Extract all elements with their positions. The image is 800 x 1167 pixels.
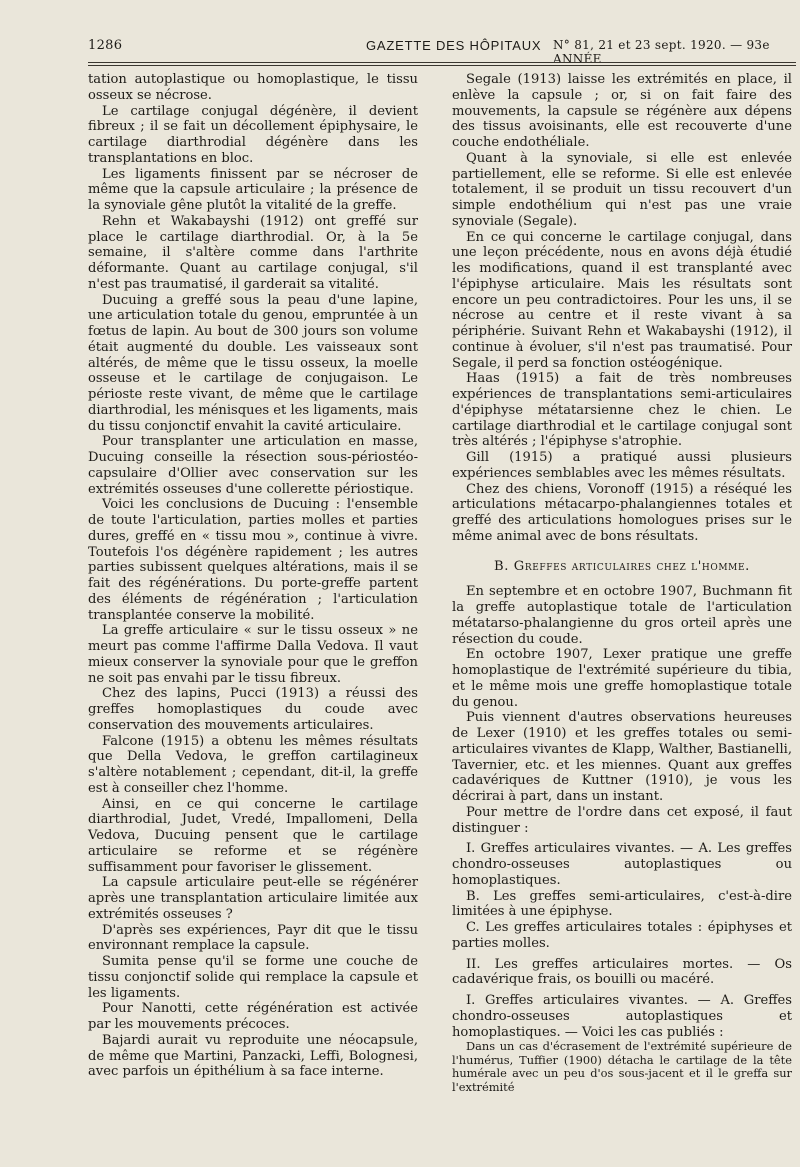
paragraph: Pour Nanotti, cette régénération est activée par les mouvements précoces. <box>88 1001 418 1032</box>
paragraph: Pour transplanter une articulation en masse, Ducuing conseille la résection sous-périostéo-capsulaire d'Ollier avec conservation sur les extrémités osseuses d'une collerette périostique. <box>88 434 418 497</box>
header-rule-double <box>88 65 796 66</box>
paragraph: Rehn et Wakabayshi (1912) ont greffé sur place le cartilage diarthrodial. Or, à la 5e semaine, il s'altère comme dans l'arthrite déformante. Quant au cartilage conjugal, s'il n'est pas traumatisé, il garderait sa vitalité. <box>88 213 418 292</box>
paragraph: Pour mettre de l'ordre dans cet exposé, il faut distinguer : <box>452 804 792 836</box>
paragraph: Voici les conclusions de Ducuing : l'ensemble de toute l'articulation, parties molles et parties dures, greffé en « tissu mou », continue à vivre. Toutefois l'os dégénère rapidement ; les autres parties subissent quelques altérations, mais il se fait des régénérations. Du porte-greffe partent des éléments de régénération ; l'articulation transplantée conserve la mobilité. <box>88 497 418 623</box>
paragraph: Le cartilage conjugal dégénère, il devient fibreux ; il se fait un décollement épiphysaire, le cartilage diarthrodial dégénère dans les transplantations en bloc. <box>88 103 418 166</box>
paragraph: Haas (1915) a fait de très nombreuses expériences de transplantations semi-articulaires d'épiphyse métatarsienne chez le chien. Le cartilage diarthrodial et le cartilage conjugal sont très altérés ; l'épiphyse s'atrophie. <box>452 371 792 450</box>
paragraph: Ducuing a greffé sous la peau d'une lapine, une articulation totale du genou, empruntée à un fœtus de lapin. Au bout de 300 jours son volume était augmenté du double. Les vaisseaux sont altérés, de même que le tissu osseux, la moelle osseuse et le cartilage de conjugaison. Le périoste reste vivant, de même que le cartilage diarthrodial, les ménisques et les ligaments, mais du tissu conjonctif envahit la cavité articulaire. <box>88 292 418 434</box>
paragraph: En ce qui concerne le cartilage conjugal, dans une leçon précédente, nous en avons déjà étudié les modifications, quand il est transplanté avec l'épiphyse articulaire. Mais les résultats sont encore un peu contradictoires. Pour les uns, il se nécrose au centre et il reste vivant à sa périphérie. Suivant Rehn et Wakabayshi (1912), il continue à évoluer, s'il n'est pas traumatisé. Pour Segale, il perd sa fonction ostéogénique. <box>452 229 792 371</box>
paragraph: Chez des lapins, Pucci (1913) a réussi des greffes homoplastiques du coude avec conservation des mouvements articulaires. <box>88 686 418 733</box>
paragraph: Ainsi, en ce qui concerne le cartilage diarthrodial, Judet, Vredé, Impallomeni, Della Vedova, Ducuing pensent que le cartilage articulaire se reforme et se régénère suffisamment pour favoriser le glissement. <box>88 796 418 875</box>
page-number: 1286 <box>88 38 123 53</box>
paragraph: Chez des chiens, Voronoff (1915) a réséqué les articulations métacarpo-phalangiennes totales et greffé des articulations homologues prises sur le même animal avec de bons résultats. <box>452 481 792 544</box>
case-description: Dans un cas d'écrasement de l'extrémité supérieure de l'humérus, Tuffier (1900) détacha le cartilage de la tête humérale avec un peu d'os sous-jacent et il le greffa sur l'extrémité <box>452 1039 792 1095</box>
paragraph: En octobre 1907, Lexer pratique une greffe homoplastique de l'extrémité supérieure du tibia, et le même mois une greffe homoplastique totale du genou. <box>452 647 792 710</box>
paragraph: Sumita pense qu'il se forme une couche de tissu conjonctif solide qui remplace la capsule et les ligaments. <box>88 954 418 1001</box>
paragraph: Les ligaments finissent par se nécroser de même que la capsule articulaire ; la présence de la synoviale gêne plutôt la vitalité de la greffe. <box>88 166 418 213</box>
classification-item: C. Les greffes articulaires totales : épiphyses et parties molles. <box>452 920 792 951</box>
left-column <box>88 72 418 1080</box>
paragraph: La capsule articulaire peut-elle se régénérer après une transplantation articulaire limitée aux extrémités osseuses ? <box>88 875 418 922</box>
classification-item: B. Les greffes semi-articulaires, c'est-à-dire limitées à une épiphyse. <box>452 888 792 920</box>
paragraph: tation autoplastique ou homoplastique, le tissu osseux se nécrose. <box>88 72 418 103</box>
right-column <box>452 72 792 1095</box>
paragraph: La greffe articulaire « sur le tissu osseux » ne meurt pas comme l'affirme Dalla Vedova. Il vaut mieux conserver la synoviale pour que le greffon ne soit pas envahi par le tissu fibreux. <box>88 623 418 686</box>
paragraph: Gill (1915) a pratiqué aussi plusieurs expériences semblables avec les mêmes résultats. <box>452 450 792 481</box>
paragraph: Puis viennent d'autres observations heureuses de Lexer (1910) et les greffes totales ou semi-articulaires vivantes de Klapp, Walther, Bastianelli, Tavernier, etc. et les miennes. Quant aux greffes cadavériques de Kuttner (1910), je vous les décrirai à part, dans un instant. <box>452 710 792 804</box>
classification-item: I. Greffes articulaires vivantes. — A. Les greffes chondro-osseuses autoplastiques ou homoplastiques. <box>452 841 792 888</box>
section-intro: I. Greffes articulaires vivantes. — A. Greffes chondro-osseuses autoplastiques et homoplastiques. — Voici les cas publiés : <box>452 993 792 1040</box>
paragraph: Bajardi aurait vu reproduite une néocapsule, de même que Martini, Panzacki, Leffi, Bolognesi, avec parfois un épithélium à sa face interne. <box>88 1032 418 1080</box>
page-header <box>88 30 788 66</box>
paragraph: Segale (1913) laisse les extrémités en place, il enlève la capsule ; or, si on fait faire des mouvements, la capsule se régénère aux dépens des tissus avoisinants, elle est recouverte d'une couche endothéliale. <box>452 72 792 150</box>
journal-title: GAZETTE DES HÔPITAUX <box>366 38 542 53</box>
issue-info: N° 81, 21 et 23 sept. 1920. — 93e ANNÉE <box>553 38 770 66</box>
paragraph: En septembre et en octobre 1907, Buchmann fit la greffe autoplastique totale de l'articulation métatarso-phalangienne du gros orteil après une résection du coude. <box>452 584 792 647</box>
section-heading: B. Greffes articulaires chez l'homme. <box>494 558 750 574</box>
header-rule <box>88 62 796 63</box>
paragraph: D'après ses expériences, Payr dit que le tissu environnant remplace la capsule. <box>88 922 418 954</box>
classification-item: II. Les greffes articulaires mortes. — Os cadavérique frais, os bouilli ou macéré. <box>452 956 792 988</box>
paragraph: Falcone (1915) a obtenu les mêmes résultats que Della Vedova, le greffon cartilagineux s'altère notablement ; cependant, dit-il, la greffe est à conseiller chez l'homme. <box>88 733 418 796</box>
paragraph: Quant à la synoviale, si elle est enlevée partiellement, elle se reforme. Si elle est enlevée totalement, il se produit un tissu recouvert d'un simple endothélium qui n'est pas une vraie synoviale (Segale). <box>452 150 792 229</box>
